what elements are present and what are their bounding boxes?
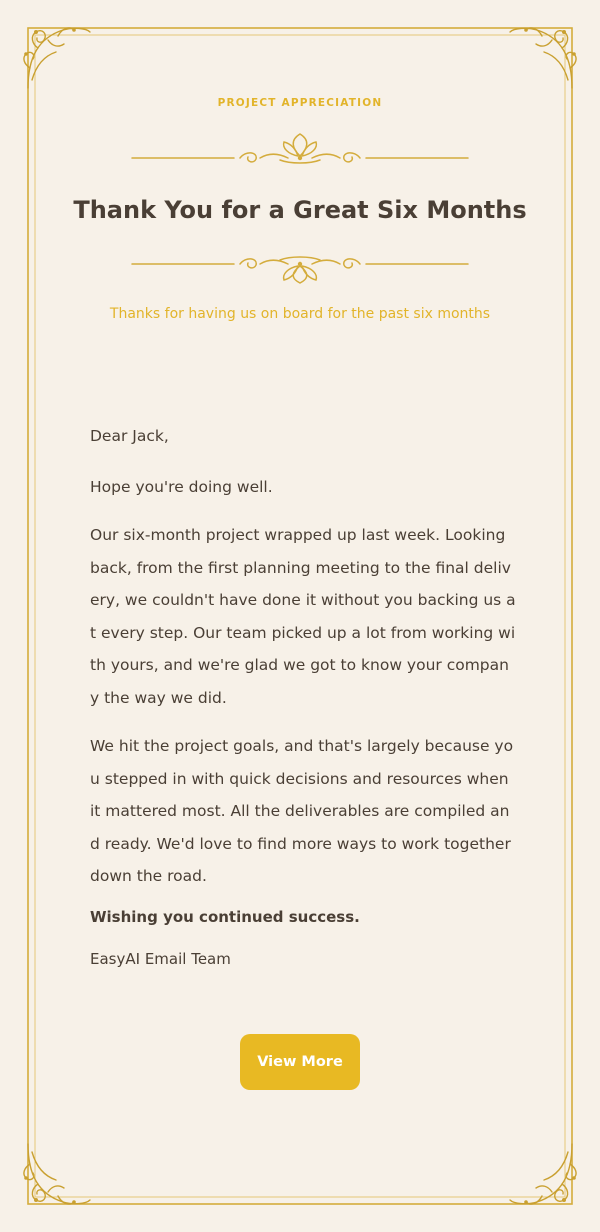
letter-body xyxy=(90,420,516,970)
subtitle: Thanks for having us on board for the past six months xyxy=(109,306,491,322)
body-paragraph-1: Our six-month project wrapped up last week. Looking back, from the first planning meeting to the final delivery, we couldn't have done it without you backing us at every step. Our team picked up a lot from working with yours, and we're glad we got to know your company the way we did. xyxy=(90,526,516,707)
view-more-button[interactable]: View More xyxy=(240,1034,360,1090)
flourish-divider-icon xyxy=(130,250,470,284)
intro-paragraph: Hope you're doing well. xyxy=(90,477,273,496)
signature: EasyAI Email Team xyxy=(90,949,231,968)
flourish-divider-icon xyxy=(130,132,470,166)
page-title: Thank You for a Great Six Months xyxy=(73,196,527,224)
body-paragraph-2: We hit the project goals, and that's largely because you stepped in with quick decisions and resources when it mattered most. All the deliverables are compiled and ready. We'd love to find more ways to work together down the road. xyxy=(90,737,514,885)
closing-line: Wishing you continued success. xyxy=(90,907,360,926)
eyebrow-label: PROJECT APPRECIATION xyxy=(217,97,383,109)
greeting: Dear Jack, xyxy=(90,427,169,445)
